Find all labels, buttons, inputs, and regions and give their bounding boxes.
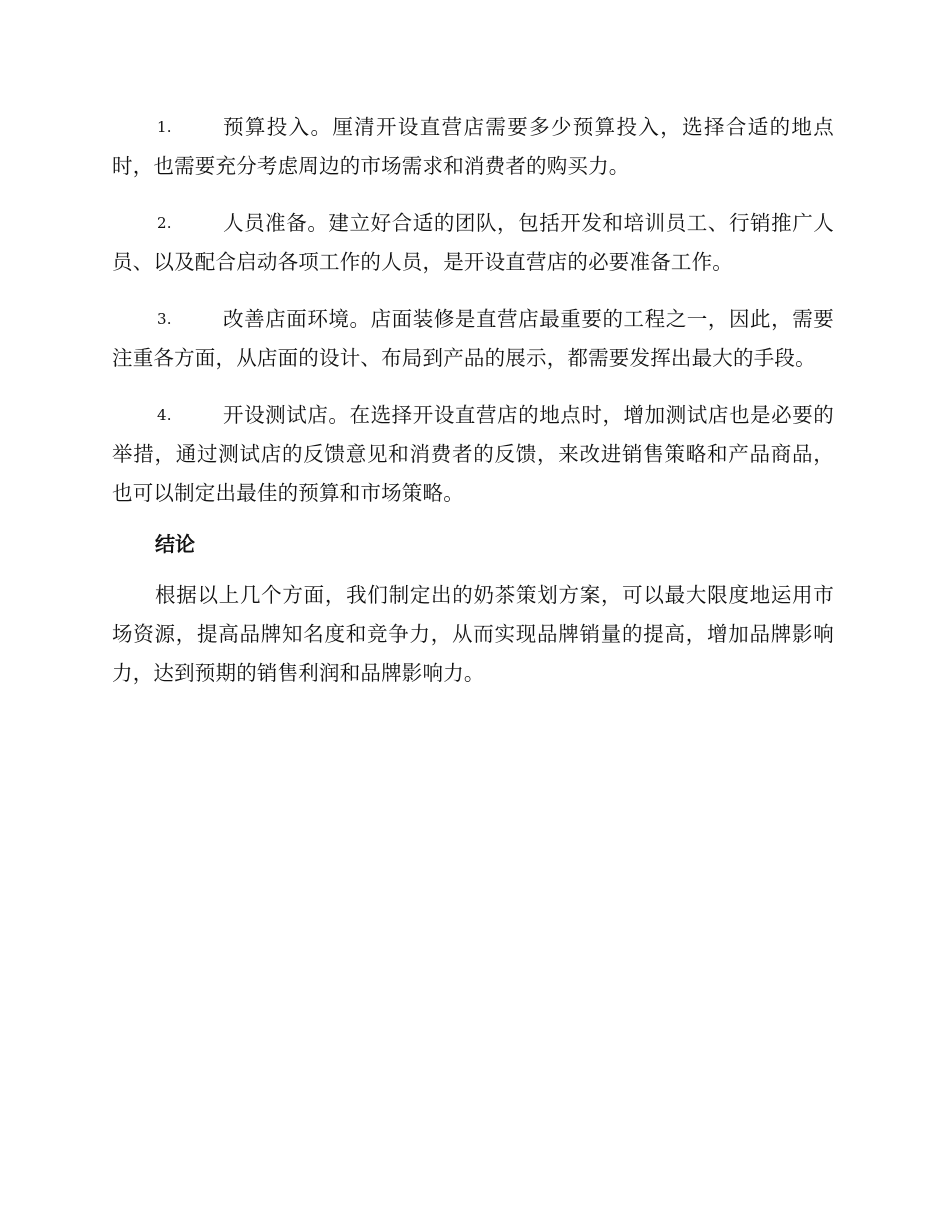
document-page <box>112 108 834 693</box>
list-item-text: 预算投入。厘清开设直营店需要多少预算投入，选择合适的地点时，也需要充分考虑周边的市场需求和消费者的购买力。 <box>112 115 834 178</box>
list-item-1 <box>112 108 834 186</box>
list-item-number: 2. <box>157 214 172 232</box>
list-item-3 <box>112 300 834 378</box>
list-item-text: 开设测试店。在选择开设直营店的地点时，增加测试店也是必要的举措，通过测试店的反馈意见和消费者的反馈，来改进销售策略和产品商品，也可以制定出最佳的预算和市场策略。 <box>112 403 834 505</box>
conclusion-paragraph: 根据以上几个方面，我们制定出的奶茶策划方案，可以最大限度地运用市场资源，提高品牌知名度和竞争力，从而实现品牌销量的提高，增加品牌影响力，达到预期的销售利润和品牌影响力。 <box>112 583 834 685</box>
list-item-2 <box>112 204 834 282</box>
list-item-text: 人员准备。建立好合适的团队，包括开发和培训员工、行销推广人员、以及配合启动各项工作的人员，是开设直营店的必要准备工作。 <box>112 211 834 274</box>
list-item-text: 改善店面环境。店面装修是直营店最重要的工程之一，因此，需要注重各方面，从店面的设计、布局到产品的展示，都需要发挥出最大的手段。 <box>112 307 834 370</box>
list-item-4 <box>112 396 834 513</box>
list-item-number: 1. <box>157 118 172 136</box>
conclusion-heading: 结论 <box>155 532 195 556</box>
list-item-number: 3. <box>157 310 172 328</box>
list-item-number: 4. <box>157 406 172 424</box>
